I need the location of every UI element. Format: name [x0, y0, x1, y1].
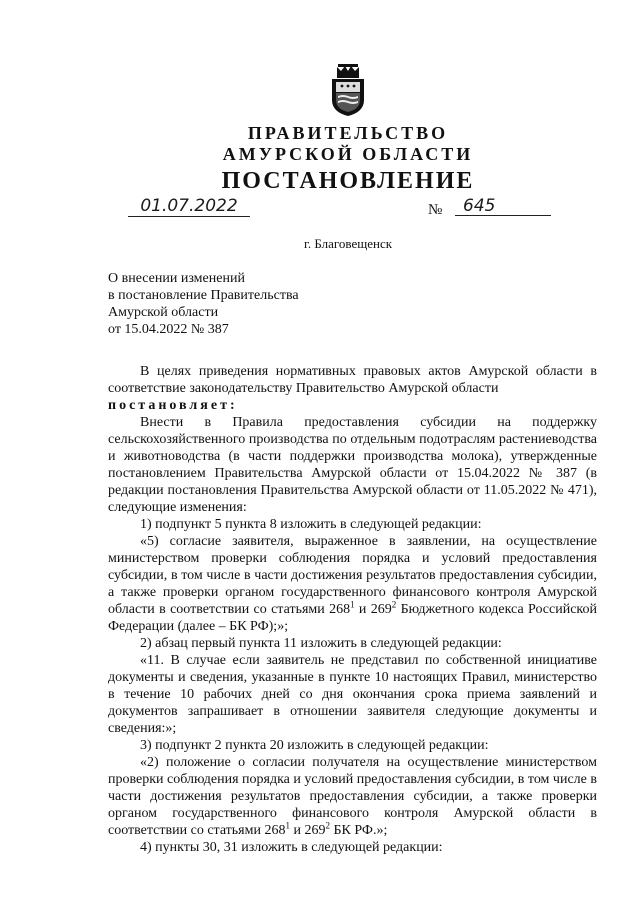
item4-title: 4) пункты 30, 31 изложить в следующей редакции:	[140, 840, 443, 855]
item1-title: 1) подпункт 5 пункта 8 изложить в следующей редакции:	[140, 517, 482, 532]
item3-text-b: и 269	[289, 823, 326, 838]
intro-paragraph: Внести в Правила предоставления субсидии на поддержку сельскохозяйственного производства по отдельным подотраслям растениеводства и животноводства (в части поддержки производства молока), утвержденные постановлением Правительства Амурской области от 15.04.2022 № 387 (в редакции постановления Правительства Амурской области от 11.05.2022 № 471), следующие изменения:	[108, 415, 597, 515]
org-name-line1: ПРАВИТЕЛЬСТВО	[247, 123, 449, 143]
decree-word-text: постановляет:	[108, 398, 238, 413]
item1-text	[108, 533, 597, 635]
document-subject	[108, 270, 299, 338]
item1-text-b: и 269	[354, 602, 392, 617]
item2-text: «11. В случае если заявитель не представил по собственной инициативе документы и сведения, указанные в пункте 10 настоящих Правил, министерство в течение 10 рабочих дней со дня окончания срока приема заявлений и документов запрашивает в отношении заявителя следующие документы и сведения:»;	[108, 653, 597, 736]
item1-text-c: Бюджетного кодекса Российской Федерации (далее – БК РФ);»;	[108, 602, 597, 634]
item3-text	[108, 754, 597, 839]
preamble-paragraph: В целях приведения нормативных правовых актов Амурской области в соответствие законодательству Правительство Амурской области	[108, 364, 597, 396]
item1-sup2: 2	[391, 599, 397, 610]
decree-word	[108, 397, 597, 414]
item1-sup1: 1	[350, 599, 355, 610]
document-body	[108, 363, 597, 856]
item3-sup1: 1	[285, 820, 290, 831]
subject-line: Амурской области	[108, 305, 219, 320]
item2-title: 2) абзац первый пункта 11 изложить в следующей редакции:	[140, 636, 502, 651]
document-type-title: ПОСТАНОВЛЕНИЕ	[221, 168, 475, 194]
subject-line: в постановление Правительства	[108, 288, 299, 303]
subject-line: от 15.04.2022 № 387	[108, 322, 229, 337]
item3-sup2: 2	[325, 820, 330, 831]
item3-text-c: БК РФ.»;	[329, 823, 388, 838]
document-date: 01.07.2022	[128, 196, 250, 217]
item3-title: 3) подпункт 2 пункта 20 изложить в следующей редакции:	[140, 738, 489, 753]
number-label: №	[428, 202, 443, 218]
subject-line: О внесении изменений	[108, 271, 245, 286]
city-name: г. Благовещенск	[303, 236, 393, 251]
org-name-line2: АМУРСКОЙ ОБЛАСТИ	[222, 144, 474, 164]
item3-text-a: «2) положение о согласии получателя на осуществление министерством проверки соблюдения порядка и условий предоставления субсидии, в том числе в части достижения результатов предоставления субсидии, а также проверки органом государственного финансового контроля Амурской области в соответствии со статьями 268	[108, 755, 597, 838]
coat-of-arms-icon	[327, 62, 369, 118]
document-number: 645	[455, 196, 551, 216]
item1-text-a: «5) согласие заявителя, выраженное в заявлении, на осуществление министерством проверки соблюдения порядка и условий предоставления субсидии, в том числе в части достижения результатов предоставления субсидии, а также проверки органом государственного финансового контроля Амурской области в соответствии со статьями 268	[108, 534, 597, 617]
